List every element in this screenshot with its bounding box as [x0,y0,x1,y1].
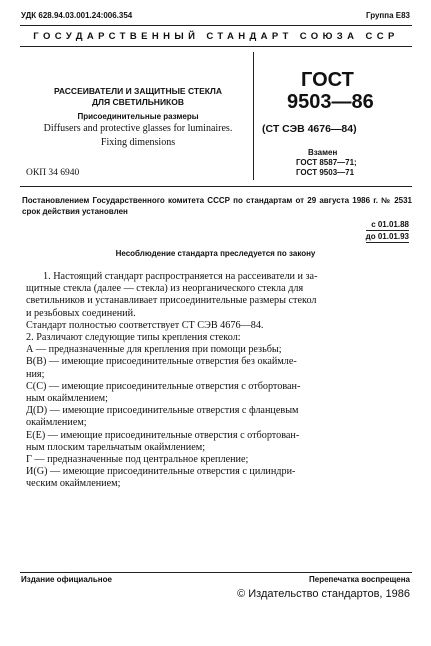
official-edition: Издание официальное [21,575,112,584]
title-line-2: ДЛЯ СВЕТИЛЬНИКОВ [92,97,184,107]
body-line: ния; [26,368,45,380]
header-divider [20,186,412,187]
body-line: ным окаймлением; [26,393,108,405]
gost-designation [287,69,374,113]
body-line: Е(Е) — имеющие присоединительные отверстия с отбортован- [26,429,300,441]
body-line: светильников и устанавливает присоединительные размеры стекол [26,295,317,307]
replace-label: Взамен [308,148,338,157]
okp-code: ОКП 34 6940 [26,168,80,178]
replace-item-1: ГОСТ 8587—71; [296,158,357,167]
body-line: ным плоским тарельчатым окаймлением; [26,441,206,453]
gost-label: ГОСТ [301,69,354,91]
legal-warning: Несоблюдение стандарта преследуется по закону [115,249,316,258]
gost-number: 9503—86 [287,91,374,113]
vertical-divider [253,52,254,180]
body-line: 2. Различают следующие типы крепления стекол: [26,332,241,344]
group-code: Группа Е83 [365,11,410,20]
body-line: А — предназначенные для крепления при помощи резьбы; [26,344,282,356]
footer-divider [20,572,412,573]
decree-text: Постановлением Государственного комитета СССР по стандартам от 29 августа 1986 г. № 2531 срок действия установлен [22,196,412,216]
udk-code: УДК 628.94.03.001.24:006.354 [21,11,133,20]
body-line: С(С) — имеющие присоединительные отверстия с отбортован- [26,380,301,392]
replace-item-2: ГОСТ 9503—71 [296,168,355,177]
subtitle: Присоединительные размеры [77,112,199,121]
validity-dates [366,220,409,244]
body-line: и резьбовых соединений. [26,307,136,319]
english-title-1: Diffusers and protective glasses for luminaires. [43,123,233,134]
body-line: Д(D) — имеющие присоединительные отверстия с фланцевым [26,405,299,417]
reprint-prohibited: Перепечатка воспрещена [309,575,410,584]
body-line: щитные стекла (далее — стекла) из неорганического стекла для [26,283,304,295]
body-line: И(G) — имеющие присоединительные отверстия с цилиндри- [26,466,296,478]
body-line: Г — предназначенные под центральное крепление; [26,454,249,466]
body-line: В(В) — имеющие присоединительные отверстия без окаймле- [26,356,297,368]
body-line: ческим окаймлением; [26,478,121,490]
date-to: до 01.01.93 [365,232,409,241]
standard-banner: ГОСУДАРСТВЕННЫЙ СТАНДАРТ СОЮЗА ССР [20,25,412,47]
replaces-block [296,148,357,178]
title-line-1: РАССЕИВАТЕЛИ И ЗАЩИТНЫЕ СТЕКЛА [53,86,223,96]
english-title-2: Fixing dimensions [100,137,176,148]
copyright: © Издательство стандартов, 1986 [237,588,410,600]
date-from: с 01.01.88 [366,220,409,231]
body-line: 1. Настоящий стандарт распространяется на рассеиватели и за- [43,271,318,282]
title-block [28,86,248,149]
body-line: Стандарт полностью соответствует СТ СЭВ 4676—84. [26,319,264,331]
sev-reference: (СТ СЭВ 4676—84) [262,123,357,135]
body-line: окаймлением; [26,417,87,429]
body-text [26,271,404,491]
